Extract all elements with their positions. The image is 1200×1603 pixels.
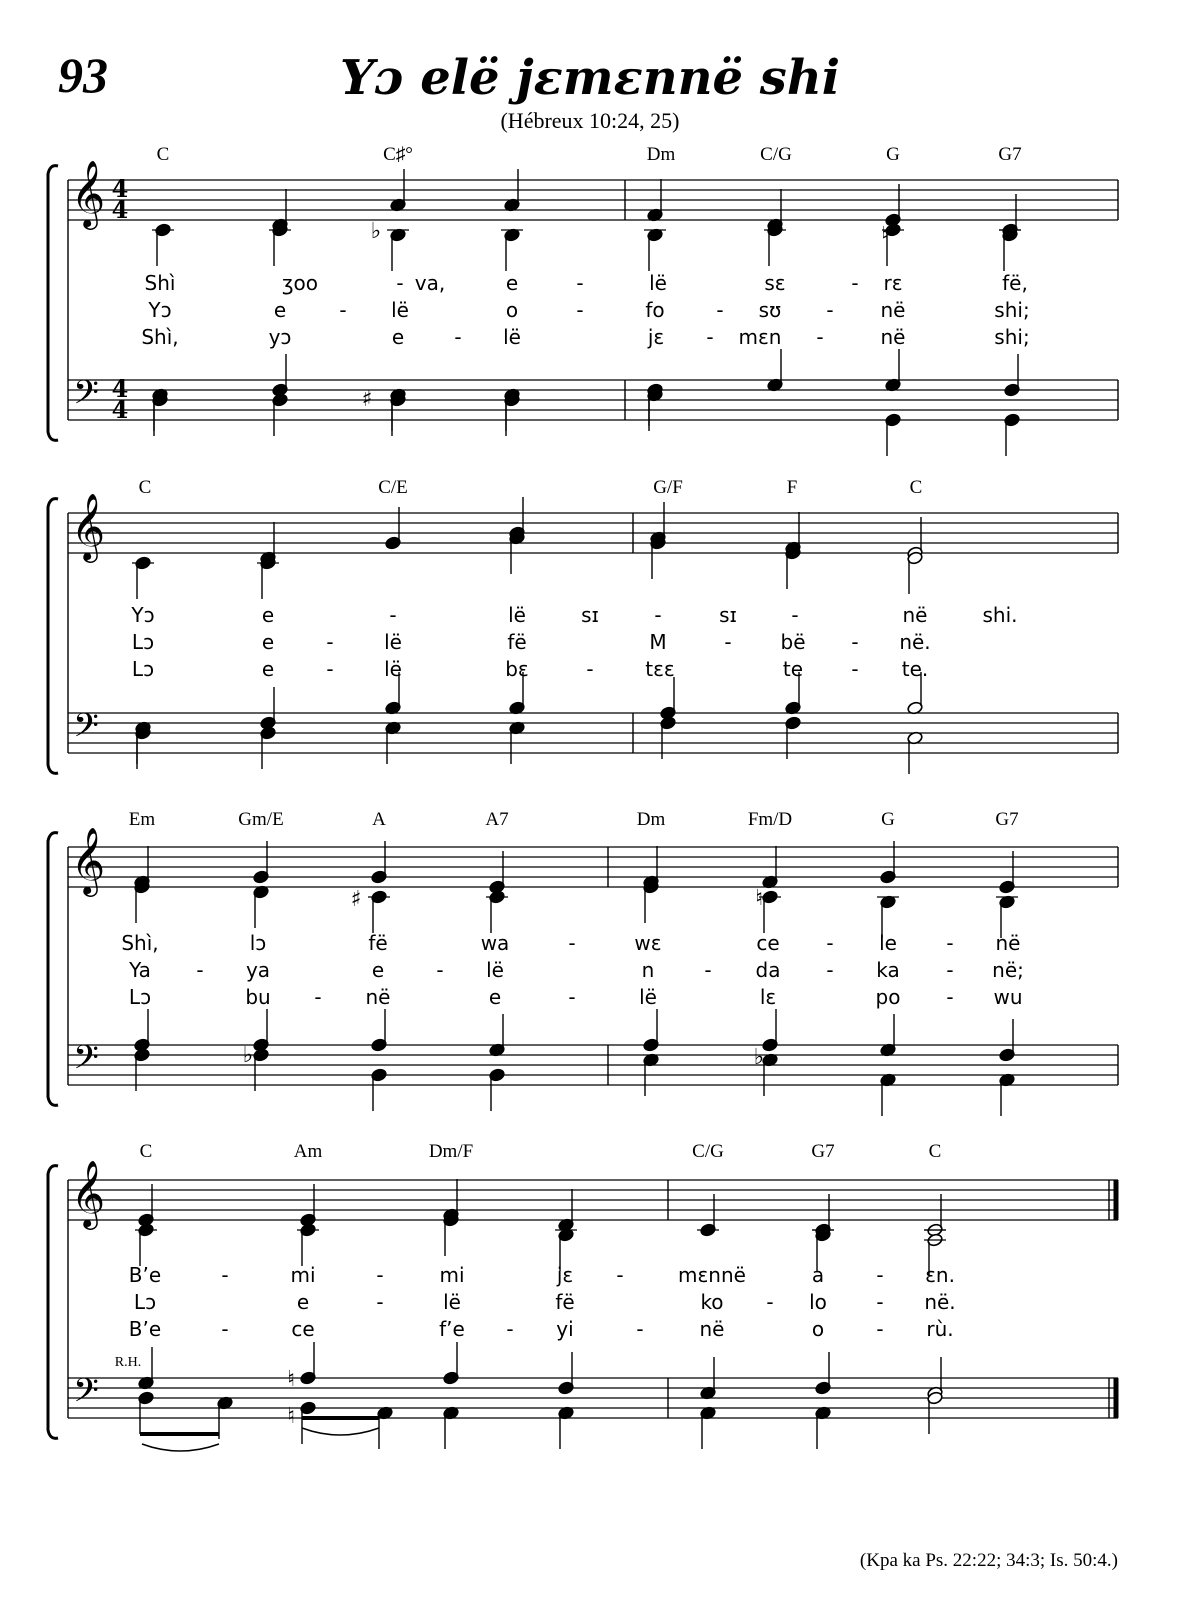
treble-clef-icon: 𝄞: [70, 492, 106, 560]
lyric-syllable: në: [699, 1317, 725, 1341]
lyric-syllable: mi: [439, 1263, 465, 1287]
lyric-hyphen: -: [704, 958, 712, 982]
accidental-icon: ♮: [881, 223, 889, 248]
lyric-syllable: e: [261, 657, 275, 681]
lyric-hyphen: -: [454, 325, 462, 349]
chord-symbol: C/G: [760, 144, 792, 165]
lyric-hyphen: -: [826, 958, 834, 982]
lyric-syllable: shi;: [994, 298, 1030, 322]
lyric-syllable: fë: [507, 630, 527, 654]
treble-clef-icon: 𝄞: [70, 826, 106, 894]
lyric-hyphen: -: [586, 657, 594, 681]
lyric-hyphen: -: [766, 1290, 774, 1314]
hymn-number: 93: [58, 47, 108, 103]
chord-symbol: C: [928, 1141, 942, 1162]
lyric-hyphen: -: [946, 985, 954, 1009]
lyric-syllable: e: [296, 1290, 310, 1314]
chord-symbol: C♯°: [383, 144, 413, 165]
lyric-syllable: në.: [924, 1290, 956, 1314]
chord-symbol: Am: [293, 1141, 323, 1162]
lyric-hyphen: -: [221, 1317, 229, 1341]
lyric-syllable: ya: [245, 958, 271, 982]
chord-symbol: C/E: [378, 477, 408, 498]
accidental-icon: ♭: [370, 219, 382, 244]
lyric-syllable: në: [995, 931, 1021, 955]
accidental-icon: ♮: [287, 1367, 295, 1392]
lyric-hyphen: -: [636, 1317, 644, 1341]
lyric-syllable: Yɔ: [148, 298, 172, 322]
chord-symbol: C/G: [692, 1141, 724, 1162]
lyric-syllable: M: [649, 630, 667, 654]
lyric-syllable: lɔ: [249, 931, 267, 955]
accidental-icon: ♯: [350, 887, 362, 912]
lyric-syllable: n: [641, 958, 655, 982]
lyric-hyphen: -: [436, 958, 444, 982]
lyric-syllable: bu: [245, 985, 271, 1009]
bass-clef-icon: 𝄢: [73, 374, 99, 420]
lyric-hyphen: -: [851, 630, 859, 654]
lyric-syllable: jɛ: [647, 325, 665, 349]
lyric-syllable: bë: [780, 630, 806, 654]
treble-clef-icon: 𝄞: [70, 159, 106, 227]
lyric-syllable: ko: [700, 1290, 724, 1314]
chord-symbol: C: [138, 477, 152, 498]
lyric-syllable: da: [755, 958, 781, 982]
lyric-syllable: ka: [876, 958, 900, 982]
lyric-syllable: Shì: [144, 271, 176, 295]
lyric-hyphen: -: [946, 958, 954, 982]
lyric-syllable: mi: [290, 1263, 316, 1287]
lyric-hyphen: -: [568, 985, 576, 1009]
lyric-hyphen: -: [568, 931, 576, 955]
lyric-syllable: fo: [645, 298, 665, 322]
lyric-syllable: yi: [556, 1317, 574, 1341]
lyric-syllable: lɛ: [759, 985, 777, 1009]
time-signature-top: 4: [111, 374, 129, 403]
lyric-hyphen: -: [706, 325, 714, 349]
lyric-syllable: o: [505, 298, 519, 322]
lyric-hyphen: -: [376, 1290, 384, 1314]
slur: [302, 1428, 379, 1435]
chord-symbol: Em: [128, 809, 156, 830]
lyric-hyphen: -: [946, 931, 954, 955]
lyric-syllable: sɛ: [764, 271, 786, 295]
lyric-hyphen: -: [876, 1317, 884, 1341]
chord-symbol: G: [881, 809, 895, 830]
lyric-syllable: sɪ: [581, 603, 599, 627]
lyric-syllable: shi;: [994, 325, 1030, 349]
lyric-hyphen: -: [339, 298, 347, 322]
bass-clef-icon: 𝄢: [73, 707, 99, 753]
lyric-syllable: në;: [992, 958, 1024, 982]
lyric-hyphen: -: [326, 657, 334, 681]
lyric-syllable: fë,: [1002, 271, 1028, 295]
lyric-syllable: Lɔ: [131, 657, 155, 681]
lyric-syllable: e: [371, 958, 385, 982]
treble-clef-icon: 𝄞: [70, 1159, 106, 1227]
lyric-hyphen: -: [791, 603, 799, 627]
lyric-syllable: lë: [384, 657, 402, 681]
lyric-syllable: lë: [503, 325, 521, 349]
chord-symbol: Dm: [636, 809, 666, 830]
chord-symbol: Dm/F: [428, 1141, 474, 1162]
lyric-syllable: B’e: [128, 1317, 162, 1341]
lyric-syllable: lë: [508, 603, 526, 627]
lyric-hyphen: -: [716, 298, 724, 322]
bass-clef-icon: 𝄢: [73, 1372, 99, 1418]
lyric-syllable: e: [273, 298, 287, 322]
accidental-icon: ♯: [361, 387, 373, 412]
lyric-syllable: po: [875, 985, 901, 1009]
right-hand-marking: R.H.: [114, 1355, 142, 1370]
lyric-syllable: lë: [384, 630, 402, 654]
system-bracket: [48, 833, 58, 1106]
lyric-syllable: në.: [899, 630, 931, 654]
lyric-hyphen: -: [616, 1263, 624, 1287]
lyric-syllable: te: [782, 657, 804, 681]
lyric-syllable: në: [902, 603, 928, 627]
chord-symbol: A7: [485, 809, 509, 830]
lyric-syllable: lë: [391, 298, 409, 322]
lyric-syllable: e: [505, 271, 519, 295]
lyric-syllable: sɪ: [719, 603, 737, 627]
lyric-hyphen: -: [654, 603, 662, 627]
lyric-syllable: lë: [649, 271, 667, 295]
lyric-hyphen: -: [389, 603, 397, 627]
lyric-syllable: Shì,: [141, 325, 179, 349]
system-bracket: [48, 499, 58, 774]
lyric-syllable: lë: [486, 958, 504, 982]
lyric-syllable: fë: [368, 931, 388, 955]
accidental-icon: ♮: [755, 886, 763, 911]
lyric-syllable: shi.: [982, 603, 1018, 627]
lyric-hyphen: -: [376, 1263, 384, 1287]
chord-symbol: G/F: [653, 477, 683, 498]
lyric-hyphen: -: [816, 325, 824, 349]
chord-symbol: C: [156, 144, 170, 165]
accidental-icon: ♮: [287, 1404, 295, 1429]
lyric-syllable: tɛɛ: [645, 657, 675, 681]
accidental-icon: ♭: [753, 1045, 765, 1070]
chord-symbol: G: [886, 144, 900, 165]
chord-symbol: G7: [998, 144, 1022, 165]
lyric-hyphen: -: [826, 931, 834, 955]
lyric-hyphen: -: [221, 1263, 229, 1287]
lyric-hyphen: -: [196, 958, 204, 982]
lyric-syllable: mɛnnë: [678, 1263, 746, 1287]
lyric-syllable: Lɔ: [131, 630, 155, 654]
slur: [142, 1444, 219, 1451]
lyric-syllable: B’e: [128, 1263, 162, 1287]
lyric-syllable: Ya: [129, 958, 151, 982]
lyric-syllable: ce: [756, 931, 780, 955]
lyric-syllable: Lɔ: [133, 1290, 157, 1314]
lyric-syllable: në: [365, 985, 391, 1009]
lyric-hyphen: -: [326, 630, 334, 654]
accidental-icon: ♭: [242, 1043, 254, 1068]
chord-symbol: Gm/E: [238, 809, 284, 830]
lyric-syllable: Shì,: [121, 931, 159, 955]
lyric-syllable: e: [488, 985, 502, 1009]
system-bracket: [48, 1166, 58, 1439]
lyric-hyphen: -: [851, 657, 859, 681]
lyric-hyphen: -: [396, 271, 404, 295]
hymn-title: Yɔ elë jɛmɛnnë shi: [340, 50, 840, 106]
chord-symbol: C: [139, 1141, 153, 1162]
lyric-syllable: lo: [809, 1290, 827, 1314]
lyric-syllable: ɛn.: [925, 1263, 955, 1287]
lyric-syllable: yɔ: [268, 325, 292, 349]
lyric-hyphen: -: [876, 1290, 884, 1314]
lyric-syllable: fë: [555, 1290, 575, 1314]
lyric-hyphen: -: [724, 630, 732, 654]
lyric-syllable: bɛ: [505, 657, 529, 681]
lyric-syllable: lë: [639, 985, 657, 1009]
lyric-syllable: wɛ: [634, 931, 662, 955]
chord-symbol: Dm: [646, 144, 676, 165]
system-bracket: [48, 166, 58, 441]
bass-clef-icon: 𝄢: [73, 1039, 99, 1085]
lyric-hyphen: -: [576, 298, 584, 322]
lyric-syllable: a: [811, 1263, 825, 1287]
lyric-hyphen: -: [826, 298, 834, 322]
chord-symbol: G7: [995, 809, 1019, 830]
lyric-syllable: e: [261, 630, 275, 654]
chord-symbol: A: [372, 809, 386, 830]
scripture-reference: (Hébreux 10:24, 25): [500, 108, 680, 133]
lyric-hyphen: -: [851, 271, 859, 295]
lyric-syllable: e: [391, 325, 405, 349]
lyric-syllable: va,: [414, 271, 446, 295]
lyric-syllable: ce: [291, 1317, 315, 1341]
lyric-syllable: lë: [443, 1290, 461, 1314]
time-signature-bottom: 4: [111, 395, 129, 424]
chord-symbol: F: [786, 477, 798, 498]
lyric-syllable: sʊ: [758, 298, 782, 322]
lyric-syllable: o: [811, 1317, 825, 1341]
time-signature-bottom: 4: [111, 195, 129, 224]
lyric-syllable: rù.: [926, 1317, 954, 1341]
lyric-syllable: e: [261, 603, 275, 627]
chord-symbol: Fm/D: [747, 809, 793, 830]
lyric-syllable: te.: [901, 657, 929, 681]
lyric-syllable: mɛn: [738, 325, 782, 349]
lyric-hyphen: -: [314, 985, 322, 1009]
lyric-syllable: Lɔ: [128, 985, 152, 1009]
chord-symbol: C: [909, 477, 923, 498]
time-signature-top: 4: [111, 174, 129, 203]
lyric-syllable: jɛ: [556, 1263, 574, 1287]
chord-symbol: G7: [811, 1141, 835, 1162]
lyric-syllable: në: [880, 298, 906, 322]
lyric-hyphen: -: [506, 1317, 514, 1341]
lyric-syllable: le: [879, 931, 897, 955]
lyric-syllable: wu: [993, 985, 1023, 1009]
footer-reference: (Kpa ka Ps. 22:22; 34:3; Is. 50:4.): [859, 1550, 1118, 1571]
lyric-syllable: f’e: [439, 1317, 465, 1341]
lyric-syllable: ʒoo: [281, 271, 319, 295]
lyric-hyphen: -: [576, 271, 584, 295]
lyric-syllable: Yɔ: [131, 603, 155, 627]
lyric-syllable: rɛ: [883, 271, 903, 295]
lyric-hyphen: -: [876, 1263, 884, 1287]
lyric-syllable: wa: [480, 931, 510, 955]
lyric-syllable: në: [880, 325, 906, 349]
